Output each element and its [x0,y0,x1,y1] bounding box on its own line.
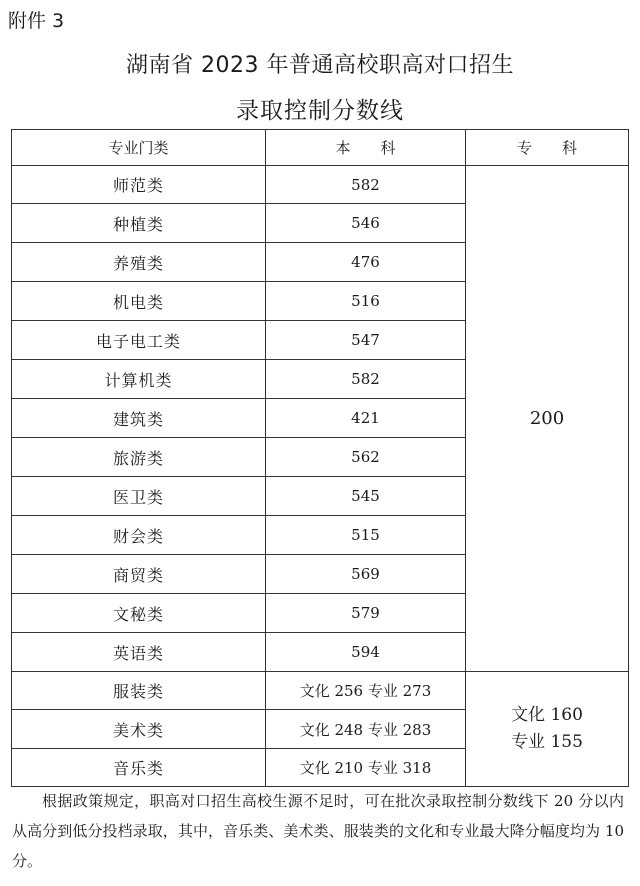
bachelor-score-cell: 文化 256 专业 273 [266,672,466,710]
bachelor-score-cell: 569 [266,555,466,594]
category-cell: 种植类 [12,204,266,243]
table-header-row [12,130,629,166]
category-cell: 旅游类 [12,438,266,477]
category-cell: 机电类 [12,282,266,321]
category-cell: 文秘类 [12,594,266,633]
category-cell: 医卫类 [12,477,266,516]
table-row [12,672,629,710]
category-cell: 美术类 [12,710,266,749]
bachelor-score-cell: 562 [266,438,466,477]
category-cell: 养殖类 [12,243,266,282]
bachelor-score-cell: 476 [266,243,466,282]
bachelor-score-cell: 582 [266,360,466,399]
header-bachelor: 本 科 [266,130,466,166]
table-row [12,166,629,204]
score-table [11,129,629,787]
bachelor-score-cell: 594 [266,633,466,672]
bachelor-score-cell: 579 [266,594,466,633]
category-cell: 服装类 [12,672,266,710]
category-cell: 商贸类 [12,555,266,594]
bachelor-score-cell: 515 [266,516,466,555]
category-cell: 财会类 [12,516,266,555]
category-cell: 师范类 [12,166,266,204]
associate-score-cell: 200 [466,166,629,672]
header-category: 专业门类 [12,130,266,166]
bachelor-score-cell: 545 [266,477,466,516]
associate-culture-score: 文化 160 [511,705,583,725]
bachelor-score-cell: 文化 210 专业 318 [266,749,466,787]
document-title: 湖南省 2023 年普通高校职高对口招生 [126,53,514,78]
bachelor-score-cell: 516 [266,282,466,321]
category-cell: 电子电工类 [12,321,266,360]
document-subtitle: 录取控制分数线 [236,98,404,124]
category-cell: 音乐类 [12,749,266,787]
header-associate: 专 科 [466,130,629,166]
bachelor-score-cell: 421 [266,399,466,438]
category-cell: 计算机类 [12,360,266,399]
associate-major-score: 专业 155 [511,732,583,752]
attachment-label: 附件 3 [8,10,65,32]
category-cell: 建筑类 [12,399,266,438]
bachelor-score-cell: 547 [266,321,466,360]
category-cell: 英语类 [12,633,266,672]
bachelor-score-cell: 546 [266,204,466,243]
bachelor-score-cell: 文化 248 专业 283 [266,710,466,749]
policy-note: 根据政策规定，职高对口招生高校生源不足时，可在批次录取控制分数线下 20 分以内从高分到低分投档录取，其中，音乐类、美术类、服装类的文化和专业最大降分幅度均为 10 分。 [12,792,624,870]
bachelor-score-cell: 582 [266,166,466,204]
associate-score-cell [466,672,629,787]
